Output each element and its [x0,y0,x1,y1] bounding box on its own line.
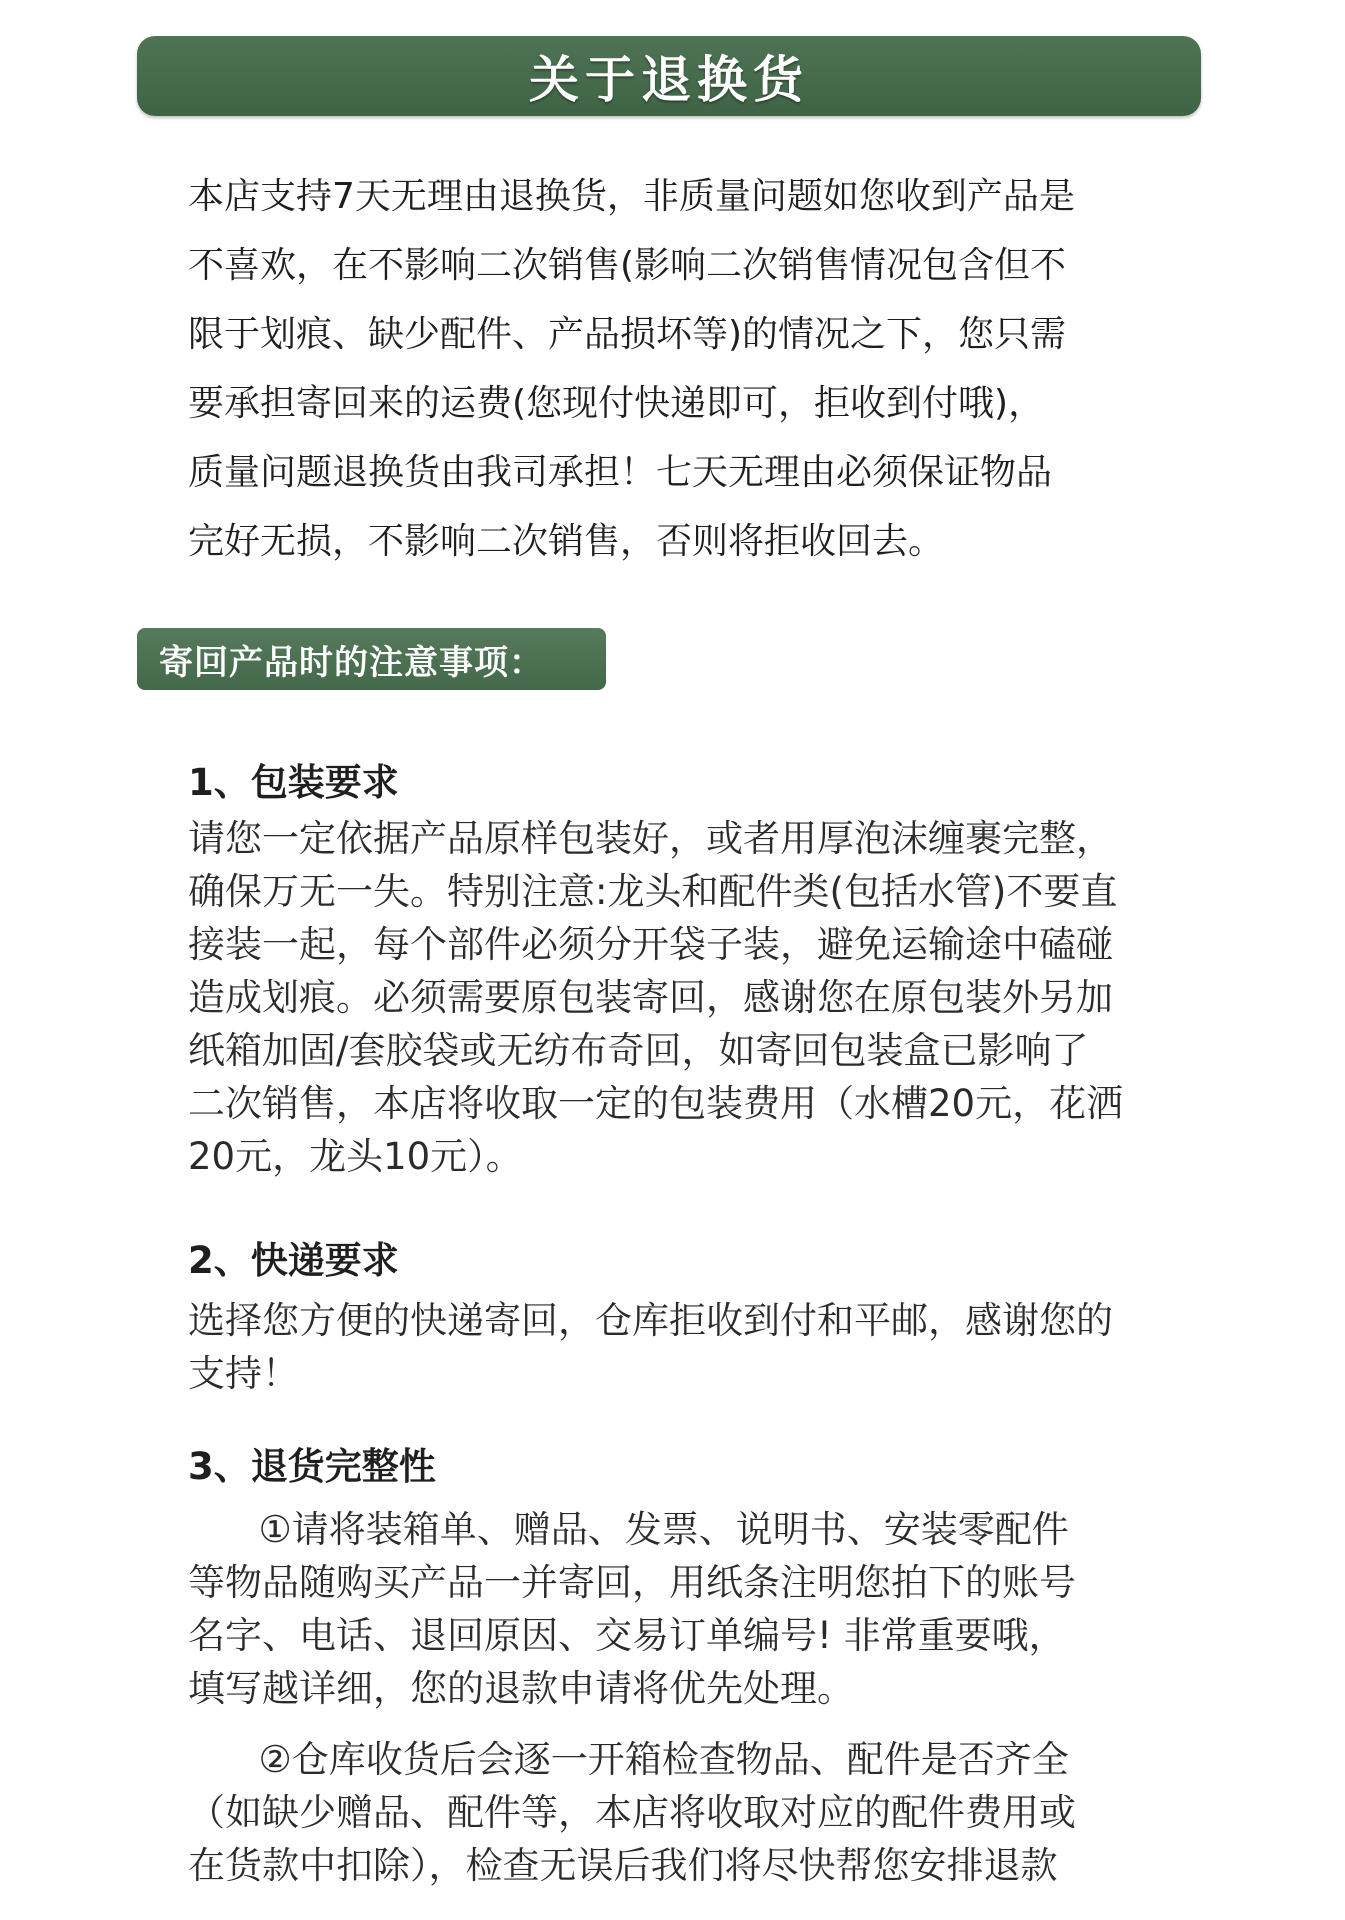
page-title: 关于退换货 [529,51,809,109]
section-body-courier [188,1294,1208,1400]
section-heading-completeness: 3、退货完整性 [188,1445,436,1488]
packaging-line: 纸箱加固/套胶袋或无纺布奇回，如寄回包装盒已影响了 [188,1029,1089,1072]
packaging-line: 确保万无一失。特别注意:龙头和配件类(包括水管)不要直 [188,870,1118,913]
courier-line: 支持！ [188,1352,299,1395]
completeness-line: 等物品随购买产品一并寄回，用纸条注明您拍下的账号 [188,1561,1076,1604]
courier-line: 选择您方便的快递寄回，仓库拒收到付和平邮，感谢您的 [188,1299,1113,1342]
section-heading-packaging: 1、包装要求 [188,761,399,804]
section-heading-courier: 2、快递要求 [188,1239,399,1282]
completeness-line: （如缺少赠品、配件等，本店将收取对应的配件费用或 [188,1791,1076,1834]
intro-paragraph [188,162,1178,576]
section-body-completeness-1 [188,1503,1208,1715]
completeness-line: 在货款中扣除），检查无误后我们将尽快帮您安排退款 [188,1844,1058,1887]
completeness-line: ②仓库收货后会逐一开箱检查物品、配件是否齐全 [188,1738,1069,1781]
packaging-line: 二次销售，本店将收取一定的包装费用（水槽20元，花洒 [188,1082,1124,1125]
section-body-completeness-2 [188,1733,1208,1892]
intro-line: 完好无损，不影响二次销售，否则将拒收回去。 [188,521,945,562]
intro-line: 要承担寄回来的运费(您现付快递即可，拒收到付哦)， [188,383,1045,424]
packaging-line: 造成划痕。必须需要原包装寄回，感谢您在原包装外另加 [188,976,1113,1019]
notice-badge-label: 寄回产品时的注意事项： [159,642,544,683]
packaging-line: 20元，龙头10元）。 [188,1135,523,1178]
section-body-packaging [188,812,1208,1183]
packaging-line: 接装一起，每个部件必须分开袋子装，避免运输途中磕碰 [188,923,1113,966]
intro-line: 不喜欢，在不影响二次销售(影响二次销售情况包含但不 [188,245,1067,286]
intro-line: 限于划痕、缺少配件、产品损坏等)的情况之下，您只需 [188,314,1067,355]
intro-line: 质量问题退换货由我司承担！七天无理由必须保证物品 [188,452,1053,493]
intro-line: 本店支持7天无理由退换货，非质量问题如您收到产品是 [188,176,1075,217]
completeness-line: ①请将装箱单、赠品、发票、说明书、安装零配件 [188,1508,1069,1551]
notice-badge [137,628,606,690]
packaging-line: 请您一定依据产品原样包装好，或者用厚泡沫缠裹完整， [188,817,1113,860]
completeness-line: 填写越详细，您的退款申请将优先处理。 [188,1667,854,1710]
title-banner [137,36,1201,116]
completeness-line: 名字、电话、退回原因、交易订单编号! 非常重要哦， [188,1614,1066,1657]
